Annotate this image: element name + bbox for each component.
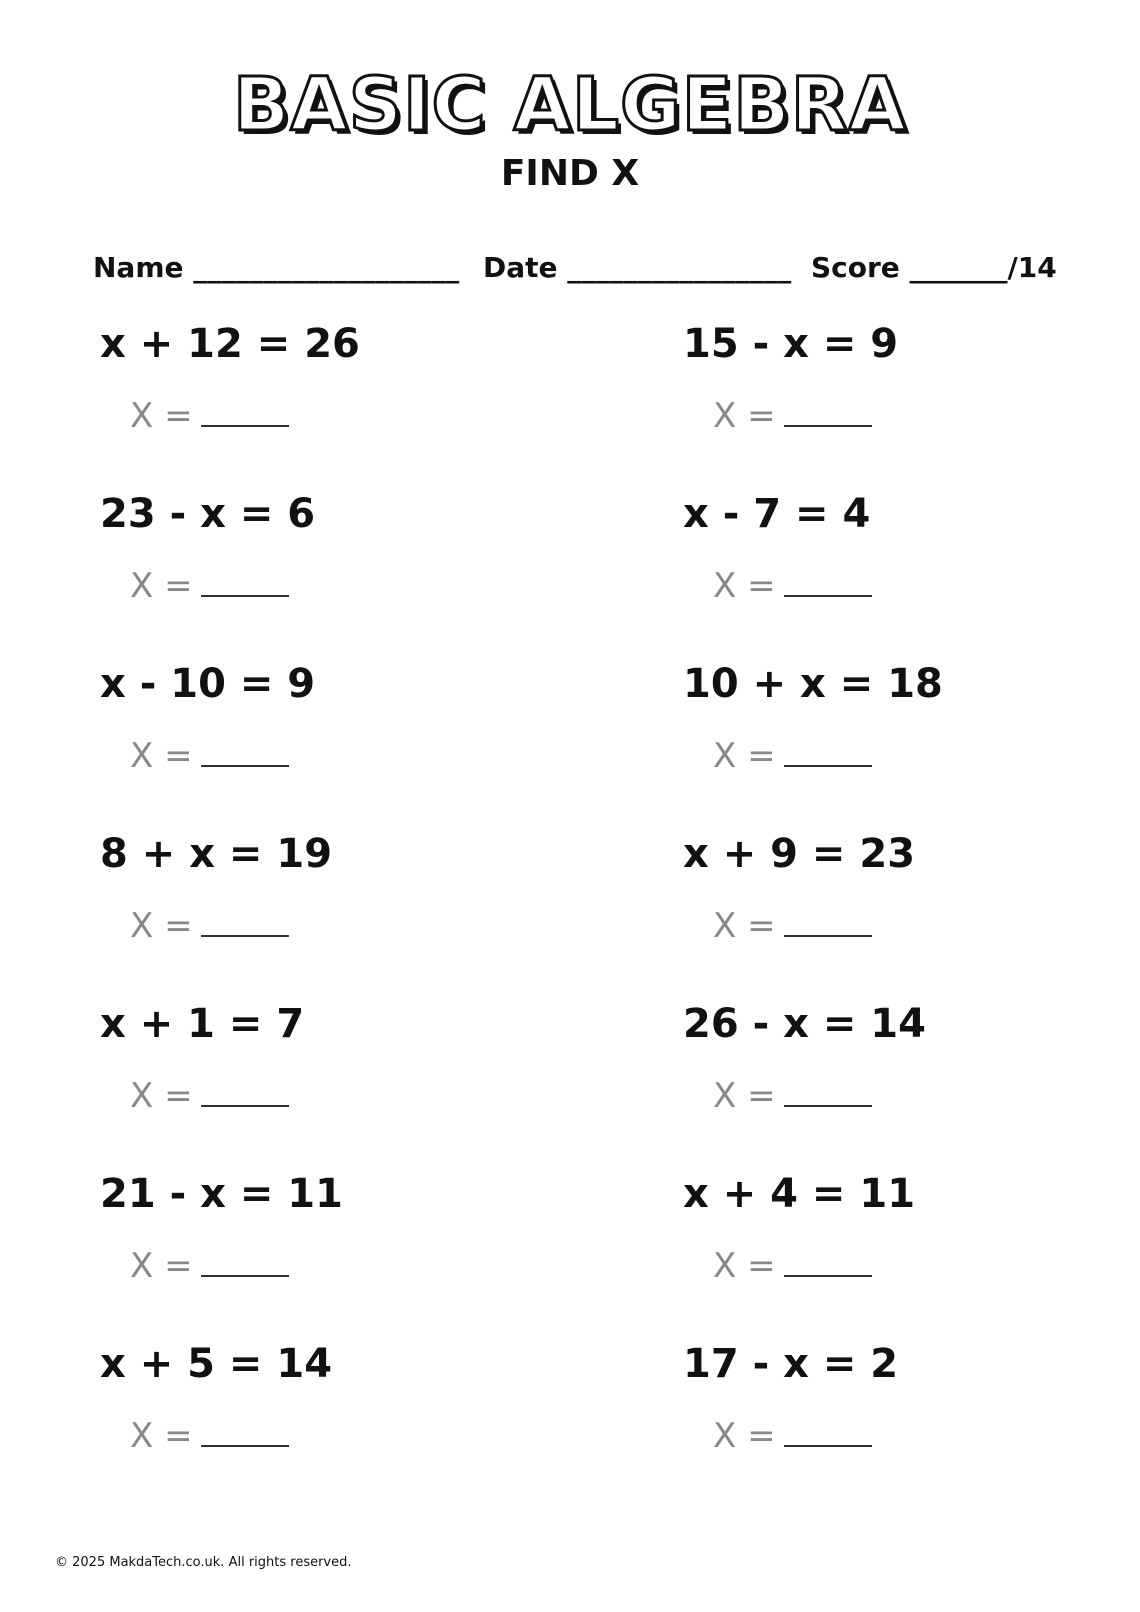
problem-left-1 <box>100 316 570 486</box>
answer-prefix: X = <box>130 1246 193 1286</box>
equation: 17 - x = 2 <box>683 1341 899 1387</box>
answer-blank[interactable] <box>130 734 289 778</box>
answer-line[interactable] <box>201 565 289 597</box>
equation: x + 9 = 23 <box>683 831 916 877</box>
equation: x - 10 = 9 <box>100 661 316 707</box>
answer-blank[interactable] <box>713 734 872 778</box>
answer-line[interactable] <box>201 395 289 427</box>
equation: 10 + x = 18 <box>683 661 943 707</box>
answer-line[interactable] <box>201 1245 289 1277</box>
answer-blank[interactable] <box>130 1244 289 1288</box>
date-field[interactable]: Date ________________ <box>483 251 792 284</box>
answer-blank[interactable] <box>713 1244 872 1288</box>
answer-blank[interactable] <box>713 394 872 438</box>
equation: 23 - x = 6 <box>100 491 316 537</box>
copyright-footer: © 2025 MakdaTech.co.uk. All rights reserved. <box>55 1555 352 1570</box>
equation: x - 7 = 4 <box>683 491 871 537</box>
problem-left-2 <box>100 486 570 656</box>
equation: x + 4 = 11 <box>683 1171 916 1217</box>
answer-prefix: X = <box>130 566 193 606</box>
answer-prefix: X = <box>713 1076 776 1116</box>
answer-prefix: X = <box>713 1246 776 1286</box>
answer-blank[interactable] <box>713 564 872 608</box>
answer-prefix: X = <box>130 736 193 776</box>
problem-left-7 <box>100 1336 570 1506</box>
answer-line[interactable] <box>784 565 872 597</box>
score-field[interactable]: Score _______/14 <box>811 251 1057 284</box>
equation: x + 5 = 14 <box>100 1341 333 1387</box>
problem-left-3 <box>100 656 570 826</box>
equation: 21 - x = 11 <box>100 1171 343 1217</box>
problem-right-7 <box>683 1336 1140 1506</box>
answer-prefix: X = <box>713 396 776 436</box>
problem-right-5 <box>683 996 1140 1166</box>
problem-left-4 <box>100 826 570 996</box>
answer-blank[interactable] <box>713 1414 872 1458</box>
answer-prefix: X = <box>130 396 193 436</box>
answer-prefix: X = <box>130 1416 193 1456</box>
answer-line[interactable] <box>784 1075 872 1107</box>
answer-blank[interactable] <box>130 564 289 608</box>
answer-blank[interactable] <box>713 904 872 948</box>
problem-right-1 <box>683 316 1140 486</box>
answer-line[interactable] <box>201 905 289 937</box>
problem-right-4 <box>683 826 1140 996</box>
answer-blank[interactable] <box>130 904 289 948</box>
answer-prefix: X = <box>713 736 776 776</box>
name-field[interactable]: Name ___________________ <box>93 251 460 284</box>
problem-left-5 <box>100 996 570 1166</box>
problem-right-2 <box>683 486 1140 656</box>
answer-line[interactable] <box>201 1415 289 1447</box>
answer-prefix: X = <box>130 1076 193 1116</box>
answer-prefix: X = <box>713 1416 776 1456</box>
answer-blank[interactable] <box>130 1074 289 1118</box>
answer-blank[interactable] <box>713 1074 872 1118</box>
equation: 15 - x = 9 <box>683 321 899 367</box>
answer-line[interactable] <box>784 735 872 767</box>
page-title: BASIC ALGEBRA <box>233 62 907 148</box>
equation: x + 1 = 7 <box>100 1001 305 1047</box>
answer-line[interactable] <box>784 1415 872 1447</box>
answer-prefix: X = <box>713 906 776 946</box>
answer-line[interactable] <box>784 905 872 937</box>
answer-blank[interactable] <box>130 394 289 438</box>
equation: 26 - x = 14 <box>683 1001 926 1047</box>
answer-blank[interactable] <box>130 1414 289 1458</box>
equation: x + 12 = 26 <box>100 321 360 367</box>
equation: 8 + x = 19 <box>100 831 333 877</box>
problem-left-6 <box>100 1166 570 1336</box>
problem-right-6 <box>683 1166 1140 1336</box>
answer-line[interactable] <box>784 1245 872 1277</box>
answer-line[interactable] <box>201 1075 289 1107</box>
answer-line[interactable] <box>201 735 289 767</box>
answer-prefix: X = <box>130 906 193 946</box>
problem-right-3 <box>683 656 1140 826</box>
answer-line[interactable] <box>784 395 872 427</box>
page-subtitle: FIND X <box>500 153 640 194</box>
answer-prefix: X = <box>713 566 776 606</box>
